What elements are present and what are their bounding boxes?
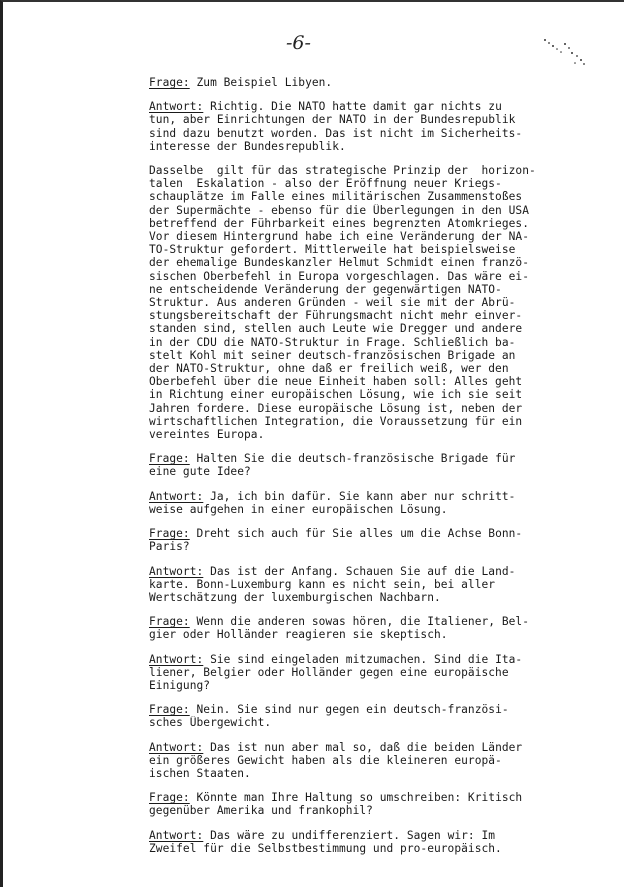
speaker-label: Frage:: [149, 452, 190, 466]
text-line: [149, 243, 549, 256]
line-text: gegenüber Amerika und frankophil?: [149, 804, 373, 818]
line-text: Halten Sie die deutsch-französische Brigade für: [189, 452, 516, 466]
line-text: vereintes Europa.: [149, 428, 265, 442]
question-paragraph: [149, 76, 549, 89]
speaker-label: Antwort:: [149, 564, 204, 578]
text-line: [149, 754, 549, 767]
text-line: [149, 140, 549, 153]
question-paragraph: [149, 527, 549, 553]
line-text: stungsbereitschaft der Führungsmacht nicht mehr einver-: [149, 309, 523, 323]
text-line: [149, 164, 549, 177]
text-line: [149, 829, 549, 842]
line-text: in der CDU die NATO-Struktur in Frage. Schließlich ba-: [149, 335, 516, 349]
text-line: [149, 490, 549, 503]
text-line: [149, 388, 549, 401]
text-line: [149, 283, 549, 296]
line-text: tun, aber Einrichtungen der NATO in der Bundesrepublik: [149, 113, 516, 127]
speaker-label: Antwort:: [149, 740, 204, 754]
line-text: Sie sind eingeladen mitzumachen. Sind die Ita-: [203, 652, 523, 666]
line-text: Wertschätzung der luxemburgischen Nachbarn.: [149, 590, 441, 604]
line-text: ne entscheidende Veränderung der gegenwärtigen NATO-: [149, 282, 502, 296]
line-text: ein größeres Gewicht haben als die kleineren europä-: [149, 753, 502, 767]
line-text: gier oder Holländer reagieren sie skeptisch.: [149, 628, 448, 642]
line-text: Könnte man Ihre Haltung so umschreiben: Kritisch: [189, 791, 523, 805]
text-line: [149, 270, 549, 283]
text-line: [149, 415, 549, 428]
text-line: [149, 527, 549, 540]
text-line: [149, 127, 549, 140]
line-text: Oberbefehl über die neue Einheit haben soll: Alles geht: [149, 375, 523, 389]
question-paragraph: [149, 703, 549, 729]
text-line: [149, 703, 549, 716]
text-line: [149, 791, 549, 804]
text-paragraph: [149, 164, 549, 441]
text-line: [149, 679, 549, 692]
text-line: [149, 666, 549, 679]
text-line: [149, 230, 549, 243]
line-text: ischen Staaten.: [149, 766, 251, 780]
text-line: [149, 349, 549, 362]
text-line: [149, 336, 549, 349]
line-text: der NATO-Struktur, ohne daß er freilich weiß, wer den: [149, 362, 509, 376]
line-text: TO-Struktur gefordert. Mittlerweile hat beispielsweise: [149, 243, 516, 257]
speaker-label: Frage:: [149, 615, 190, 629]
text-line: [149, 842, 549, 855]
text-line: [149, 100, 549, 113]
text-line: [149, 375, 549, 388]
text-line: [149, 190, 549, 203]
line-text: Nein. Sie sind nur gegen ein deutsch-französi-: [189, 703, 509, 717]
line-text: Zweifel für die Selbstbestimmung und pro-europäisch.: [149, 841, 502, 855]
line-text: Vor diesem Hintergrund habe ich eine Veränderung der NA-: [149, 230, 529, 244]
text-line: [149, 217, 549, 230]
text-line: [149, 767, 549, 780]
line-text: Jahren fordere. Diese europäische Lösung ist, neben der: [149, 401, 523, 415]
corner-scan-marks: [539, 36, 591, 70]
text-line: [149, 309, 549, 322]
speaker-label: Frage:: [149, 76, 190, 89]
line-text: Richtig. Die NATO hatte damit gar nichts zu: [203, 100, 502, 114]
answer-paragraph: [149, 653, 549, 693]
text-line: [149, 565, 549, 578]
line-text: der ehemalige Bundeskanzler Helmut Schmidt einen franzö-: [149, 256, 529, 270]
line-text: stelt Kohl mit seiner deutsch-französischen Brigade an: [149, 348, 516, 362]
text-line: [149, 322, 549, 335]
line-text: Das wäre zu undifferenziert. Sagen wir: Im: [203, 828, 496, 842]
answer-paragraph: [149, 100, 549, 153]
text-line: [149, 540, 549, 553]
line-text: Ja, ich bin dafür. Sie kann aber nur schritt-: [203, 489, 516, 503]
text-line: [149, 296, 549, 309]
line-text: Das ist der Anfang. Schauen Sie auf die Land-: [203, 564, 516, 578]
text-line: [149, 452, 549, 465]
line-text: eine gute Idee?: [149, 465, 251, 479]
line-text: Wenn die anderen sowas hören, die Italiener, Bel-: [189, 615, 529, 629]
line-text: Dasselbe gilt für das strategische Prinzip der horizon-: [149, 164, 536, 178]
question-paragraph: [149, 615, 549, 641]
answer-paragraph: [149, 829, 549, 855]
question-paragraph: [149, 791, 549, 817]
line-text: wirtschaftlichen Integration, die Voraussetzung für ein: [149, 414, 523, 428]
line-text: interesse der Bundesrepublik.: [149, 139, 346, 153]
text-line: [149, 465, 549, 478]
speaker-label: Frage:: [149, 527, 190, 541]
line-text: der Supermächte - ebenso für die Überlegungen in den USA: [149, 203, 529, 217]
line-text: Struktur. Aus anderen Gründen - weil sie mit der Abrü-: [149, 296, 516, 310]
line-text: Einigung?: [149, 678, 211, 692]
line-text: Paris?: [149, 540, 190, 554]
text-line: [149, 615, 549, 628]
line-text: Das ist nun aber mal so, daß die beiden Länder: [203, 740, 523, 754]
speaker-label: Antwort:: [149, 828, 204, 842]
text-line: [149, 362, 549, 375]
line-text: betreffend der Führbarkeit eines begrenzten Atomkrieges.: [149, 216, 529, 230]
speaker-label: Frage:: [149, 703, 190, 717]
line-text: talen Eskalation - also der Eröffnung neuer Kriegs-: [149, 177, 502, 191]
text-line: [149, 716, 549, 729]
speaker-label: Frage:: [149, 791, 190, 805]
page-number: -6-: [286, 32, 311, 54]
text-line: [149, 113, 549, 126]
text-line: [149, 503, 549, 516]
line-text: Zum Beispiel Libyen.: [189, 76, 333, 89]
answer-paragraph: [149, 741, 549, 781]
text-line: [149, 653, 549, 666]
text-line: [149, 741, 549, 754]
text-line: [149, 256, 549, 269]
line-text: in Richtung einer europäischen Lösung, wie ich sie seit: [149, 388, 523, 402]
speaker-label: Antwort:: [149, 489, 204, 503]
text-line: [149, 76, 549, 89]
text-line: [149, 591, 549, 604]
line-text: standen sind, stellen auch Leute wie Dregger und andere: [149, 322, 523, 336]
line-text: weise aufgehen in einer europäischen Lösung.: [149, 502, 448, 516]
interview-text: [149, 76, 549, 866]
question-paragraph: [149, 452, 549, 478]
line-text: liener, Belgier oder Holländer gegen eine europäische: [149, 665, 509, 679]
text-line: [149, 628, 549, 641]
speaker-label: Antwort:: [149, 652, 204, 666]
answer-paragraph: [149, 490, 549, 516]
text-line: [149, 578, 549, 591]
text-line: [149, 204, 549, 217]
line-text: schauplätze im Falle eines militärischen Zusammenstoßes: [149, 190, 523, 204]
line-text: sches Übergewicht.: [149, 716, 272, 730]
text-line: [149, 402, 549, 415]
text-line: [149, 804, 549, 817]
line-text: karte. Bonn-Luxemburg kann es nicht sein, bei aller: [149, 577, 496, 591]
speaker-label: Antwort:: [149, 100, 204, 114]
answer-paragraph: [149, 565, 549, 605]
text-line: [149, 177, 549, 190]
text-line: [149, 428, 549, 441]
line-text: Dreht sich auch für Sie alles um die Achse Bonn-: [189, 527, 523, 541]
line-text: sischen Oberbefehl in Europa vorgeschlagen. Das wäre ei-: [149, 269, 529, 283]
line-text: sind dazu benutzt worden. Das ist nicht im Sicherheits-: [149, 126, 523, 140]
